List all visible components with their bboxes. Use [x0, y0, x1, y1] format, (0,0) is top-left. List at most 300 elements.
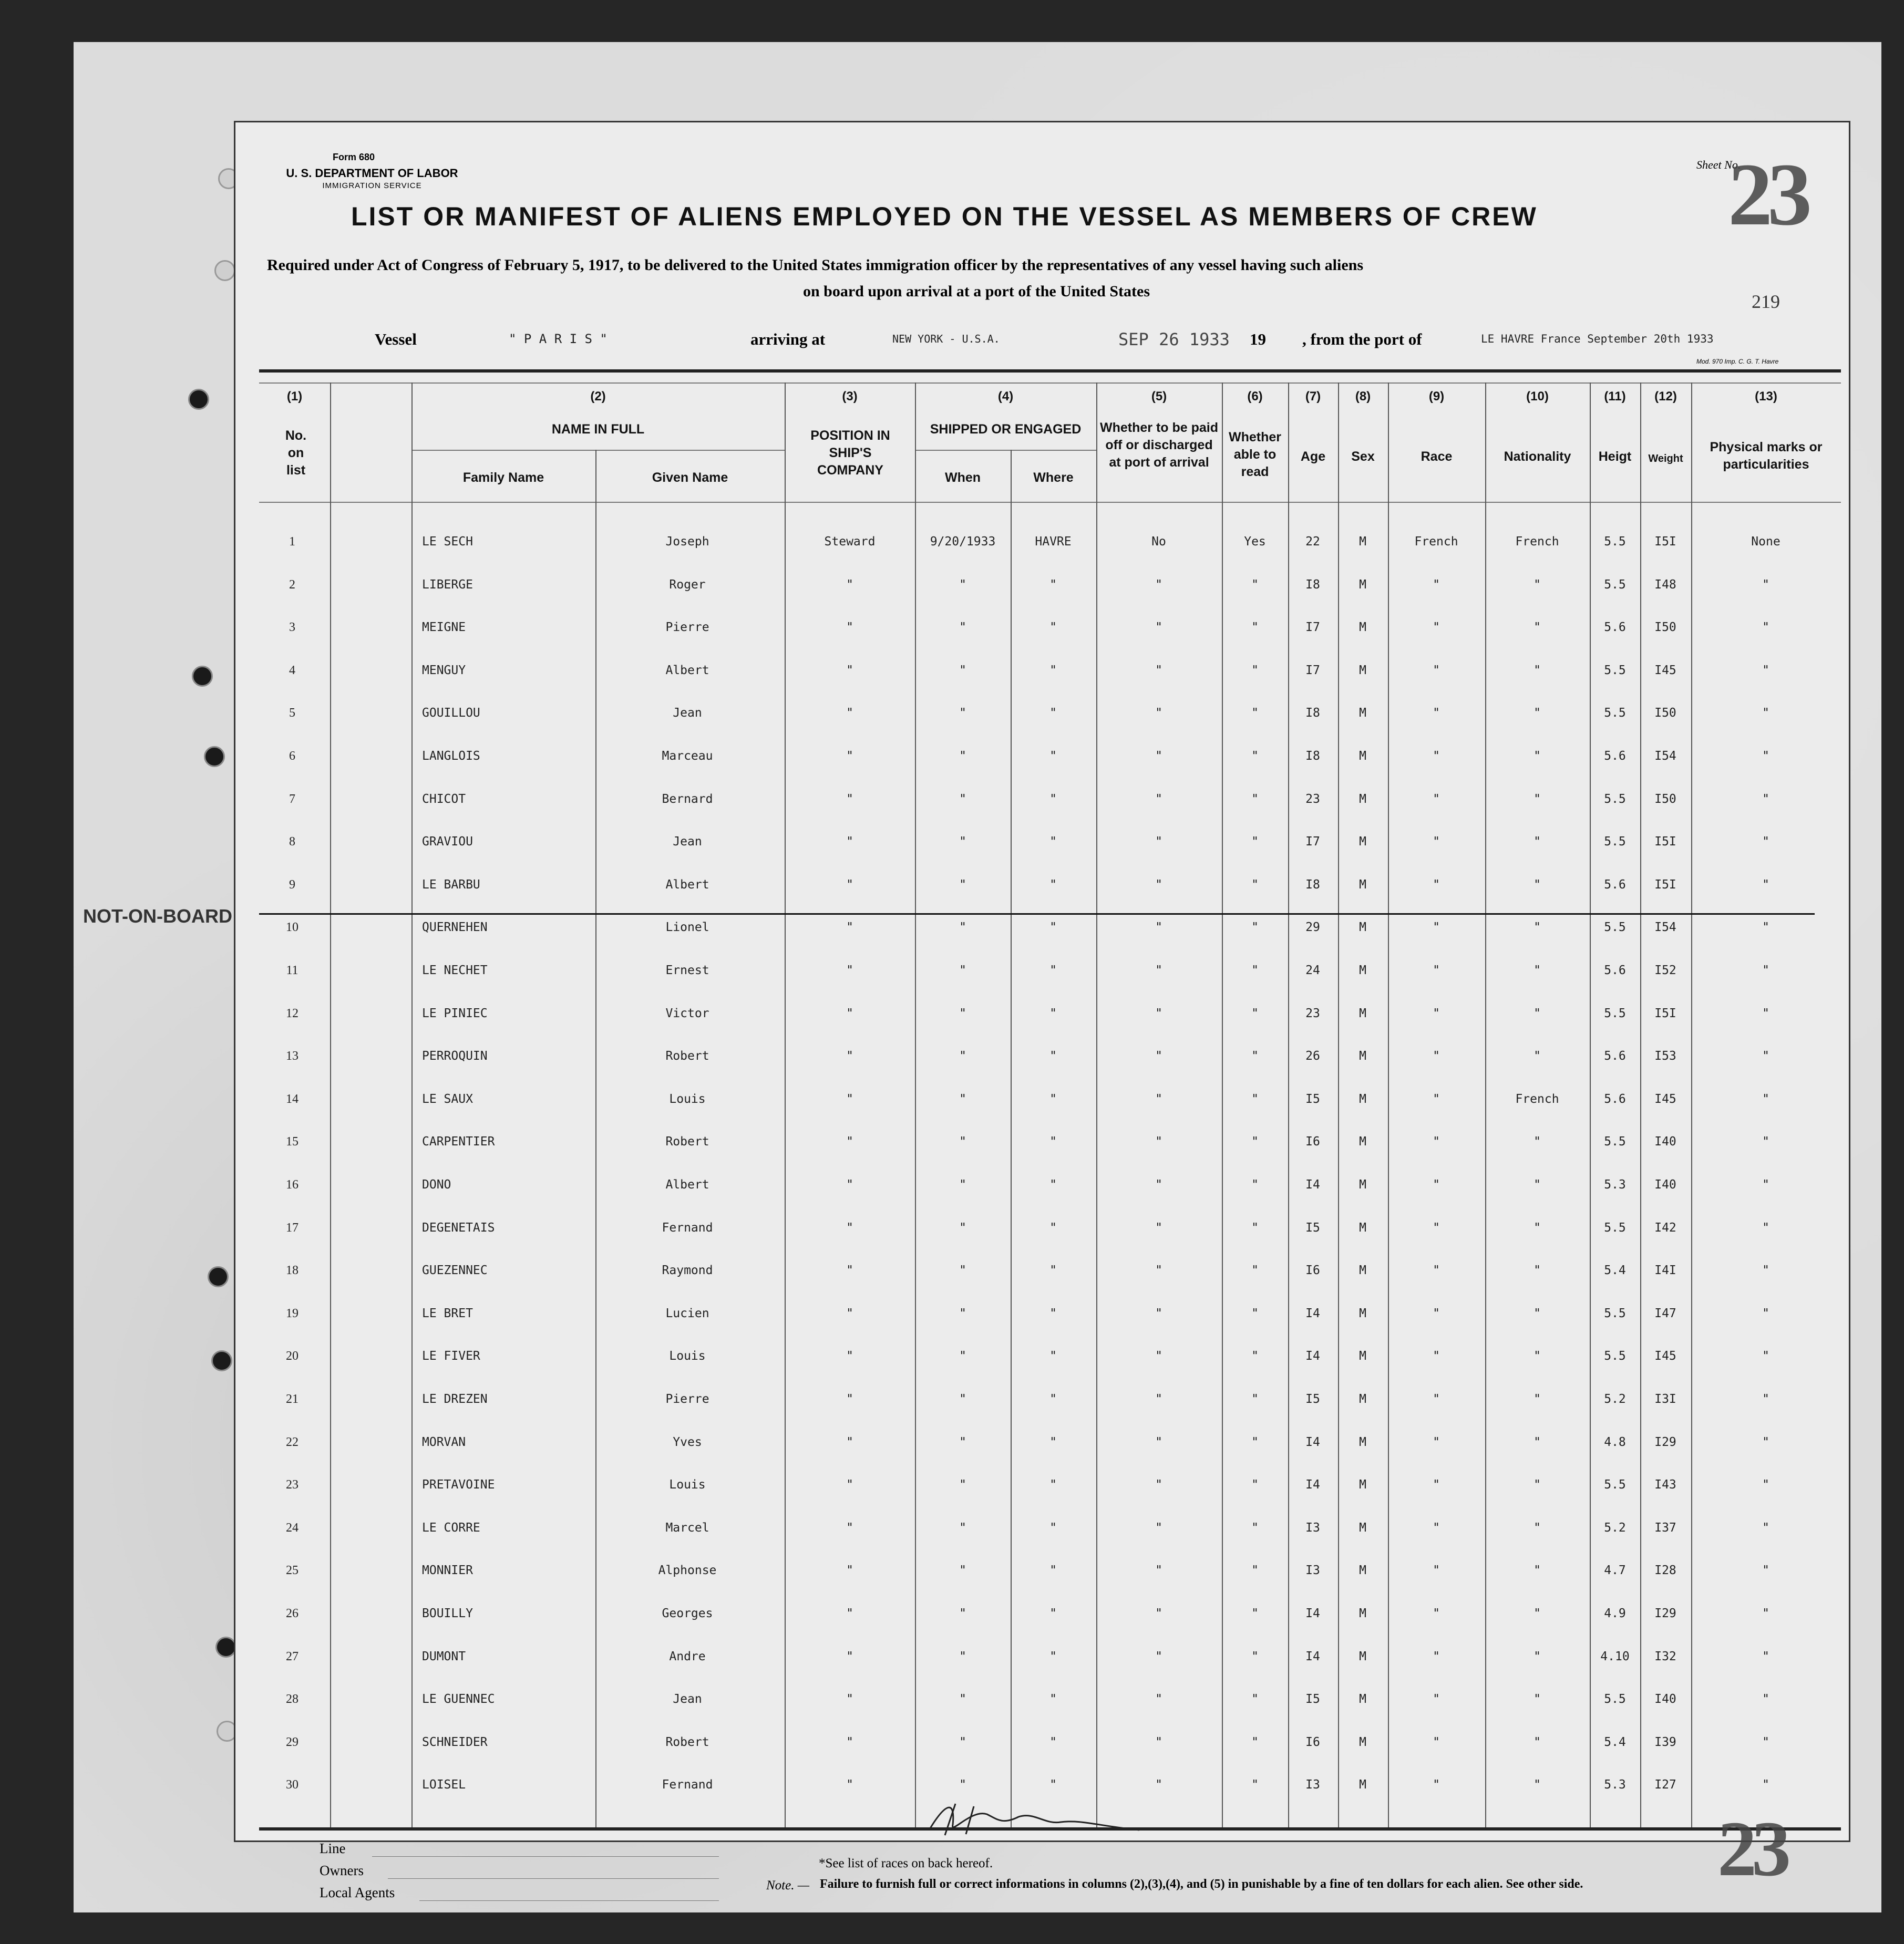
nationality: ": [1534, 1521, 1541, 1535]
physical-marks: ": [1762, 1349, 1769, 1363]
age: I6: [1305, 1264, 1320, 1278]
sex: M: [1359, 1135, 1366, 1149]
nationality: ": [1534, 1264, 1541, 1278]
physical-marks: ": [1762, 1778, 1769, 1792]
sex: M: [1359, 1692, 1366, 1707]
nationality: ": [1534, 1735, 1541, 1749]
sex: M: [1359, 577, 1366, 592]
position: ": [846, 1006, 853, 1020]
header-sex: Sex: [1351, 449, 1375, 464]
sex: M: [1359, 1435, 1366, 1449]
race: ": [1433, 1778, 1440, 1792]
nationality: ": [1534, 621, 1541, 635]
given-name: Robert: [665, 1735, 709, 1749]
height: 5.5: [1604, 1221, 1626, 1235]
physical-marks: ": [1762, 964, 1769, 977]
shipped-where: ": [1049, 577, 1057, 592]
sex: M: [1359, 706, 1366, 720]
shipped-where: ": [1049, 1435, 1057, 1449]
service-name: IMMIGRATION SERVICE: [322, 181, 422, 190]
row-number: 20: [286, 1349, 299, 1363]
shipped-when: ": [959, 1435, 966, 1449]
race: ": [1433, 1521, 1440, 1535]
paid-off: ": [1155, 1049, 1162, 1063]
age: I7: [1305, 621, 1320, 635]
paid-off: ": [1155, 749, 1162, 763]
header-nationality: Nationality: [1504, 449, 1571, 464]
strike-through-line: [259, 913, 1815, 915]
height: 5.2: [1604, 1521, 1626, 1535]
physical-marks: ": [1762, 1564, 1769, 1578]
able-to-read: ": [1251, 706, 1259, 720]
race: ": [1433, 1049, 1440, 1063]
column-number: (5): [1151, 389, 1167, 404]
position: ": [846, 621, 853, 635]
age: I4: [1305, 1607, 1320, 1620]
shipped-when: 9/20/1933: [930, 535, 996, 549]
height: 5.6: [1604, 964, 1626, 977]
given-name: Jean: [673, 706, 702, 720]
family-name: MONNIER: [422, 1564, 473, 1578]
paid-off: ": [1155, 1564, 1162, 1578]
height: 5.5: [1604, 1478, 1626, 1492]
weight: I54: [1654, 921, 1676, 935]
nationality: ": [1534, 1049, 1541, 1063]
row-number: 24: [286, 1521, 299, 1535]
given-name: Yves: [673, 1435, 702, 1449]
given-name: Victor: [665, 1006, 709, 1020]
family-name: DEGENETAIS: [422, 1221, 495, 1235]
height: 5.5: [1604, 921, 1626, 935]
header-bottom-line: [259, 502, 1841, 503]
header-family-name: Family Name: [462, 470, 544, 485]
physical-marks: ": [1762, 1692, 1769, 1707]
sex: M: [1359, 1392, 1366, 1406]
weight: I29: [1654, 1607, 1676, 1620]
row-number: 28: [286, 1692, 299, 1707]
weight: I45: [1654, 1092, 1676, 1106]
column-number: (4): [997, 389, 1014, 404]
paid-off: ": [1155, 1735, 1162, 1749]
nationality: ": [1534, 1607, 1541, 1620]
manifest-form: [83, 121, 1850, 1900]
sex: M: [1359, 1521, 1366, 1535]
able-to-read: ": [1251, 1778, 1259, 1792]
header-age: Age: [1300, 449, 1326, 464]
column-line: [595, 450, 596, 1827]
physical-marks: ": [1762, 1392, 1769, 1406]
sex: M: [1359, 1092, 1366, 1106]
mod-note: Mod. 970 Imp. C. G. T. Havre: [1696, 358, 1779, 365]
height: 4.8: [1604, 1435, 1626, 1449]
column-number: (13): [1755, 389, 1777, 404]
able-to-read: ": [1251, 577, 1259, 592]
physical-marks: ": [1762, 1178, 1769, 1192]
family-name: LE GUENNEC: [422, 1692, 495, 1707]
family-name: LE NECHET: [422, 964, 488, 977]
sex: M: [1359, 1564, 1366, 1578]
race: ": [1433, 663, 1440, 677]
footer-owners-field[interactable]: [388, 1878, 719, 1879]
weight: I5I: [1654, 877, 1676, 892]
shipped-where: ": [1049, 835, 1057, 849]
race: ": [1433, 1649, 1440, 1663]
race: ": [1433, 792, 1440, 806]
row-number: 29: [286, 1735, 299, 1749]
weight: I42: [1654, 1221, 1676, 1235]
weight: I37: [1654, 1521, 1676, 1535]
paid-off: ": [1155, 1649, 1162, 1663]
sheet-number: 23: [1728, 145, 1807, 244]
nationality: ": [1534, 835, 1541, 849]
nationality: ": [1534, 1306, 1541, 1320]
family-name: BOUILLY: [422, 1607, 473, 1620]
height: 5.5: [1604, 835, 1626, 849]
footer-owners-label: Owners: [320, 1863, 364, 1878]
age: I5: [1305, 1092, 1320, 1106]
shipped-where: ": [1049, 792, 1057, 806]
given-name: Joseph: [665, 535, 709, 549]
given-name: Louis: [669, 1478, 706, 1492]
top-rule: [259, 369, 1841, 373]
paid-off: ": [1155, 621, 1162, 635]
row-number: 2: [289, 577, 295, 592]
age: I6: [1305, 1135, 1320, 1149]
race: ": [1433, 1607, 1440, 1620]
height: 5.2: [1604, 1392, 1626, 1406]
height: 5.4: [1604, 1735, 1626, 1749]
nationality: ": [1534, 663, 1541, 677]
punch-hole: [211, 1350, 232, 1371]
manifest-title: LIST OR MANIFEST OF ALIENS EMPLOYED ON THE VESSEL AS MEMBERS OF CREW: [351, 202, 1538, 231]
race: ": [1433, 1264, 1440, 1278]
row-number: 15: [286, 1135, 299, 1149]
shipped-where: ": [1049, 1178, 1057, 1192]
shipped-where: ": [1049, 1778, 1057, 1792]
family-name: LIBERGE: [422, 577, 473, 592]
height: 5.5: [1604, 1306, 1626, 1320]
weight: I5I: [1654, 835, 1676, 849]
paid-off: ": [1155, 1478, 1162, 1492]
header-physical-marks: Physical marks or particularities: [1710, 440, 1823, 472]
paid-off: ": [1155, 1306, 1162, 1320]
paid-off: ": [1155, 577, 1162, 592]
family-name: LE BARBU: [422, 877, 480, 892]
age: I4: [1305, 1478, 1320, 1492]
name-subheader-line: [411, 450, 785, 451]
shipped-when: ": [959, 1778, 966, 1792]
column-line: [785, 382, 786, 1827]
punch-hole: [215, 1637, 236, 1658]
able-to-read: ": [1251, 1435, 1259, 1449]
family-name: LE PINIEC: [422, 1006, 488, 1020]
physical-marks: ": [1762, 877, 1769, 892]
position: ": [846, 1049, 853, 1063]
header-able-to-read: Whether able to read: [1229, 430, 1281, 479]
sheet-number-bottom: 23: [1717, 1805, 1786, 1893]
weight: I40: [1654, 1692, 1676, 1707]
row-number: 9: [289, 877, 295, 892]
position: ": [846, 1392, 853, 1406]
given-name: Andre: [669, 1649, 706, 1663]
manifest-subtitle: Required under Act of Congress of February 5, 1917, to be delivered to the United States immigration officer by the representatives of any vessel having such aliens: [267, 256, 1363, 274]
weight: I54: [1654, 749, 1676, 763]
shipped-when: ": [959, 1607, 966, 1620]
row-number: 1: [289, 535, 295, 549]
paid-off: ": [1155, 706, 1162, 720]
column-number: (10): [1526, 389, 1549, 404]
race: ": [1433, 1735, 1440, 1749]
paid-off: ": [1155, 1778, 1162, 1792]
given-name: Louis: [669, 1092, 706, 1106]
position: ": [846, 1649, 853, 1663]
paid-off: ": [1155, 1006, 1162, 1020]
position: ": [846, 1735, 853, 1749]
weight: I50: [1654, 621, 1676, 635]
row-number: 10: [286, 921, 299, 935]
family-name: PRETAVOINE: [422, 1478, 495, 1492]
weight: I32: [1654, 1649, 1676, 1663]
footer-agents-field[interactable]: [419, 1900, 719, 1901]
weight: I47: [1654, 1306, 1676, 1320]
vessel-label: Vessel: [375, 330, 417, 348]
sex: M: [1359, 964, 1366, 977]
nationality: ": [1534, 921, 1541, 935]
physical-marks: ": [1762, 577, 1769, 592]
age: I7: [1305, 663, 1320, 677]
race: ": [1433, 1092, 1440, 1106]
physical-marks: ": [1762, 1607, 1769, 1620]
race: ": [1433, 964, 1440, 977]
sex: M: [1359, 877, 1366, 892]
shipped-when: ": [959, 1264, 966, 1278]
physical-marks: ": [1762, 1049, 1769, 1063]
shipped-when: ": [959, 835, 966, 849]
column-number: (8): [1355, 389, 1371, 404]
row-number: 11: [286, 964, 299, 977]
column-number: (11): [1604, 389, 1626, 404]
nationality: ": [1534, 1221, 1541, 1235]
nationality: ": [1534, 1778, 1541, 1792]
height: 5.5: [1604, 706, 1626, 720]
shipped-when: ": [959, 921, 966, 935]
year-label: 19: [1250, 330, 1266, 348]
shipped-when: ": [959, 1349, 966, 1363]
fine-note: Failure to furnish full or correct informations in columns (2),(3),(4), and (5) in punishable by a fine of ten dollars for each alien. See other side.: [820, 1877, 1583, 1891]
given-name: Robert: [665, 1135, 709, 1149]
shipped-where: ": [1049, 877, 1057, 892]
given-name: Fernand: [662, 1778, 713, 1792]
footer-line-field[interactable]: [372, 1856, 719, 1857]
shipped-where: ": [1049, 706, 1057, 720]
given-name: Marcel: [665, 1521, 709, 1535]
sex: M: [1359, 1735, 1366, 1749]
sex: M: [1359, 1649, 1366, 1663]
given-name: Albert: [665, 877, 709, 892]
paid-off: No: [1151, 535, 1166, 549]
given-name: Alphonse: [658, 1564, 717, 1578]
age: I8: [1305, 749, 1320, 763]
weight: I45: [1654, 1349, 1676, 1363]
weight: I40: [1654, 1178, 1676, 1192]
nationality: French: [1515, 535, 1559, 549]
physical-marks: ": [1762, 792, 1769, 806]
able-to-read: ": [1251, 1306, 1259, 1320]
race: ": [1433, 1564, 1440, 1578]
shipped-subheader-line: [915, 450, 1096, 451]
physical-marks: ": [1762, 663, 1769, 677]
punch-hole: [188, 389, 209, 410]
family-name: LE DREZEN: [422, 1392, 488, 1406]
position: ": [846, 964, 853, 977]
sex: M: [1359, 1306, 1366, 1320]
able-to-read: ": [1251, 1135, 1259, 1149]
vessel-name: " P A R I S ": [509, 332, 608, 346]
able-to-read: ": [1251, 1392, 1259, 1406]
nationality: ": [1534, 1392, 1541, 1406]
shipped-where: ": [1049, 1264, 1057, 1278]
paid-off: ": [1155, 1349, 1162, 1363]
position: ": [846, 1264, 853, 1278]
age: I4: [1305, 1435, 1320, 1449]
weight: I50: [1654, 792, 1676, 806]
able-to-read: ": [1251, 792, 1259, 806]
family-name: MEIGNE: [422, 621, 466, 635]
race: ": [1433, 1178, 1440, 1192]
position: ": [846, 1135, 853, 1149]
given-name: Robert: [665, 1049, 709, 1063]
row-number: 14: [286, 1092, 299, 1106]
height: 4.10: [1600, 1649, 1630, 1663]
row-number: 27: [286, 1649, 299, 1663]
physical-marks: ": [1762, 1435, 1769, 1449]
position: ": [846, 706, 853, 720]
shipped-where: ": [1049, 1649, 1057, 1663]
able-to-read: ": [1251, 835, 1259, 849]
weight: I4I: [1654, 1264, 1676, 1278]
row-number: 7: [289, 792, 295, 806]
height: 5.5: [1604, 535, 1626, 549]
sex: M: [1359, 1778, 1366, 1792]
shipped-when: ": [959, 1564, 966, 1578]
position: ": [846, 792, 853, 806]
paid-off: ": [1155, 1264, 1162, 1278]
weight: I39: [1654, 1735, 1676, 1749]
race: ": [1433, 1135, 1440, 1149]
given-name: Pierre: [665, 1392, 709, 1406]
column-number: (6): [1247, 389, 1263, 404]
nationality: ": [1534, 1478, 1541, 1492]
shipped-where: ": [1049, 1521, 1057, 1535]
shipped-where: ": [1049, 1564, 1057, 1578]
family-name: GUEZENNEC: [422, 1264, 488, 1278]
position: ": [846, 577, 853, 592]
weight: I28: [1654, 1564, 1676, 1578]
age: 23: [1305, 1006, 1320, 1020]
sex: M: [1359, 749, 1366, 763]
shipped-when: ": [959, 1221, 966, 1235]
shipped-where: ": [1049, 1392, 1057, 1406]
family-name: LE BRET: [422, 1306, 473, 1320]
height: 5.6: [1604, 1092, 1626, 1106]
sex: M: [1359, 1478, 1366, 1492]
physical-marks: ": [1762, 1221, 1769, 1235]
shipped-where: ": [1049, 1306, 1057, 1320]
height: 4.9: [1604, 1607, 1626, 1620]
race: ": [1433, 835, 1440, 849]
shipped-where: ": [1049, 964, 1057, 977]
shipped-when: ": [959, 1135, 966, 1149]
paid-off: ": [1155, 1692, 1162, 1707]
height: 5.5: [1604, 1006, 1626, 1020]
row-number: 8: [289, 835, 295, 849]
position: ": [846, 1607, 853, 1620]
nationality: ": [1534, 1178, 1541, 1192]
row-number: 12: [286, 1006, 299, 1020]
family-name: GOUILLOU: [422, 706, 480, 720]
arriving-label: arriving at: [750, 330, 826, 348]
family-name: LE CORRE: [422, 1521, 480, 1535]
position: ": [846, 1778, 853, 1792]
position: ": [846, 1521, 853, 1535]
race: ": [1433, 621, 1440, 635]
paid-off: ": [1155, 663, 1162, 677]
nationality: ": [1534, 1649, 1541, 1663]
nationality: ": [1534, 1692, 1541, 1707]
row-number: 23: [286, 1478, 299, 1492]
sex: M: [1359, 1178, 1366, 1192]
family-name: LE SECH: [422, 535, 473, 549]
given-name: Lionel: [665, 921, 709, 935]
sex: M: [1359, 535, 1366, 549]
header-name-in-full: NAME IN FULL: [551, 422, 645, 437]
paid-off: ": [1155, 1521, 1162, 1535]
paid-off: ": [1155, 921, 1162, 935]
position: ": [846, 1092, 853, 1106]
able-to-read: ": [1251, 1178, 1259, 1192]
height: 5.6: [1604, 749, 1626, 763]
position: ": [846, 1178, 853, 1192]
family-name: SCHNEIDER: [422, 1735, 488, 1749]
shipped-when: ": [959, 1649, 966, 1663]
age: 26: [1305, 1049, 1320, 1063]
footer-agents-label: Local Agents: [320, 1885, 395, 1900]
race: ": [1433, 577, 1440, 592]
given-name: Marceau: [662, 749, 713, 763]
position: ": [846, 1435, 853, 1449]
shipped-where: ": [1049, 1221, 1057, 1235]
height: 4.7: [1604, 1564, 1626, 1578]
physical-marks: ": [1762, 1521, 1769, 1535]
able-to-read: ": [1251, 621, 1259, 635]
row-number: 19: [286, 1306, 299, 1320]
able-to-read: ": [1251, 1092, 1259, 1106]
shipped-where: ": [1049, 921, 1057, 935]
able-to-read: ": [1251, 1006, 1259, 1020]
physical-marks: ": [1762, 835, 1769, 849]
height: 5.5: [1604, 663, 1626, 677]
given-name: Albert: [665, 1178, 709, 1192]
physical-marks: ": [1762, 1006, 1769, 1020]
weight: I50: [1654, 706, 1676, 720]
column-number: (12): [1654, 389, 1677, 404]
sex: M: [1359, 621, 1366, 635]
arriving-port: NEW YORK - U.S.A.: [892, 333, 1000, 345]
race: ": [1433, 1392, 1440, 1406]
paid-off: ": [1155, 1435, 1162, 1449]
age: I4: [1305, 1649, 1320, 1663]
date-stamp: SEP 26 1933: [1118, 329, 1230, 349]
